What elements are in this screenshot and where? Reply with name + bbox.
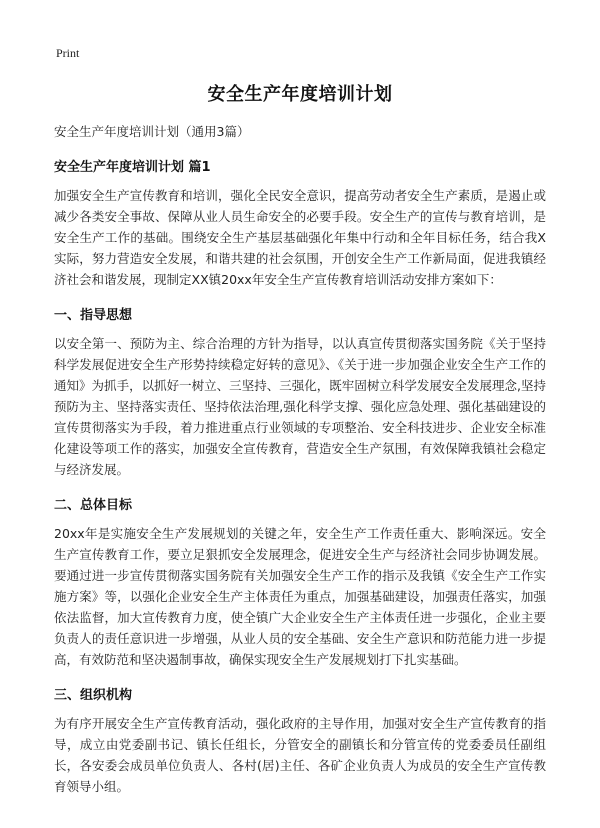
intro-paragraph: 加强安全生产宣传教育和培训，强化全民安全意识，提高劳动者安全生产素质，是遏止或减少各类安全事故、保障从业人员生命安全的必要手段。安全生产的宣传与教育培训，是安全生产工作的基础。围绕安全生产基层基础强化年集中行动和全年目标任务，结合我X实际，努力营造安全发展，和谐共建的社会氛围，开创安全生产工作新局面，促进我镇经济社会和谐发展，现制定XX镇20xx年安全生产宣传教育培训活动安排方案如下： xyxy=(54,188,546,287)
section-heading-guiding-ideology: 一、指导思想 xyxy=(54,308,133,323)
section-heading-organization: 三、组织机构 xyxy=(54,688,133,703)
chapter-title: 安全生产年度培训计划 篇1 xyxy=(54,160,211,175)
document-subtitle: 安全生产年度培训计划（通用3篇） xyxy=(54,124,250,139)
section-heading-overall-goal: 二、总体目标 xyxy=(54,498,133,513)
print-link[interactable]: Print xyxy=(56,46,80,60)
section-body-organization: 为有序开展安全生产宣传教育活动，强化政府的主导作用，加强对安全生产宣传教育的指导，成立由党委副书记、镇长任组长，分管安全的副镇长和分管宣传的党委委员任副组长，各安委会成员单位负责人、各村(居)主任、各矿企业负责人为成员的安全生产宣传教育领导小组。 xyxy=(54,716,546,794)
section-body-overall-goal: 20xx年是实施安全生产发展规划的关键之年，安全生产工作责任重大、影响深远。安全生产宣传教育工作，要立足狠抓安全发展理念，促进安全生产与经济社会同步协调发展。要通过进一步宣传贯彻落实国务院有关加强安全生产工作的指示及我镇《安全生产工作实施方案》等，以强化企业安全生产主体责任为重点，加强基础建设，加强责任落实，加强依法监督，加大宣传教育力度，使全镇广大企业安全生产主体责任进一步强化，企业主要负责人的责任意识进一步增强，从业人员的安全基础、安全生产意识和防范能力进一步提高，有效防范和坚决遏制事故，确保实现安全生产发展规划打下扎实基础。 xyxy=(54,526,546,667)
section-body-guiding-ideology: 以安全第一、预防为主、综合治理的方针为指导，以认真宣传贯彻落实国务院《关于坚持科学发展促进安全生产形势持续稳定好转的意见》、《关于进一步加强企业安全生产工作的通知》为抓手，以抓好一树立、三坚持、三强化，既牢固树立科学发展安全发展理念,坚持预防为主、坚持落实责任、坚持依法治理,强化科学支撑、强化应急处理、强化基础建设的宣传贯彻落实为手段，着力推进重点行业领域的专项整治、安全科技进步、企业安全标准化建设等项工作的落实，加强安全宣传教育，营造安全生产氛围，有效保障我镇社会稳定与经济发展。 xyxy=(54,336,546,477)
page-title: 安全生产年度培训计划 xyxy=(207,84,393,105)
